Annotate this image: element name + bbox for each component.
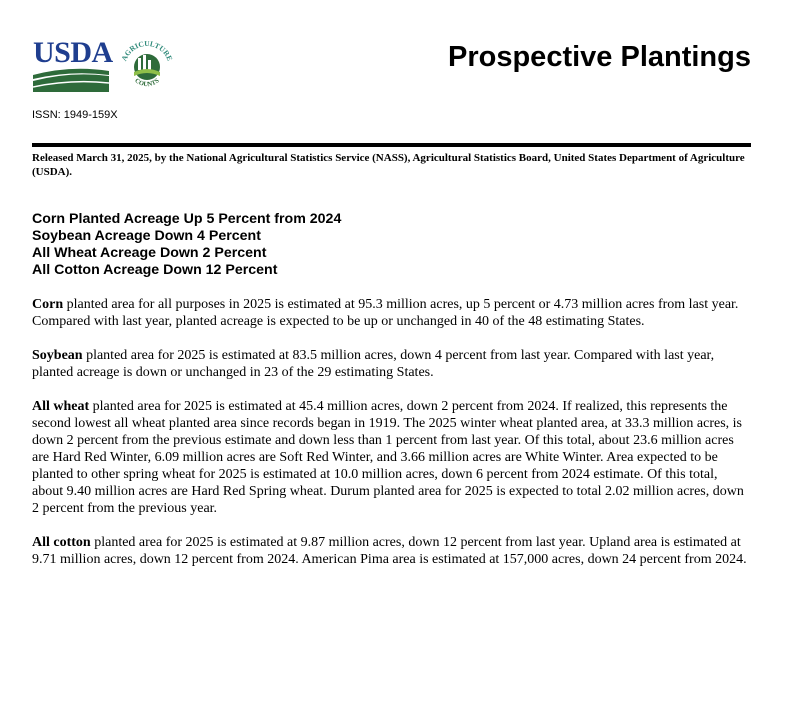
- paragraph-cotton: [32, 534, 751, 568]
- agriculture-counts-seal: [118, 38, 176, 94]
- headline-cotton: All Cotton Acreage Down 12 Percent: [32, 262, 278, 278]
- paragraph-wheat: [32, 398, 751, 517]
- usda-logo-text: USDA: [33, 36, 113, 69]
- issn: ISSN: 1949-159X: [32, 109, 118, 121]
- page-title: Prospective Plantings: [448, 41, 751, 73]
- lead-cotton: All cotton: [32, 535, 91, 550]
- headlines: [32, 211, 341, 279]
- text-corn: planted area for all purposes in 2025 is estimated at 95.3 million acres, up 5 percent or 4.73 million acres from last year. Compared with last year, planted acreage is expected to be up or unchanged in 40 of the 48 estimating States.: [32, 297, 739, 329]
- agriculture-counts-seal-icon: [118, 38, 176, 94]
- release-statement: Released March 31, 2025, by the National Agricultural Statistics Service (NASS), Agricultural Statistics Board, United States Department of Agriculture (USDA).: [32, 152, 745, 178]
- paragraph-soybean: [32, 347, 751, 381]
- lead-wheat: All wheat: [32, 399, 90, 414]
- header-divider: [32, 143, 751, 147]
- headline-wheat: All Wheat Acreage Down 2 Percent: [32, 245, 267, 261]
- usda-field-icon: [33, 67, 109, 93]
- headline-soybean: Soybean Acreage Down 4 Percent: [32, 228, 261, 244]
- lead-corn: Corn: [32, 297, 64, 312]
- report-body: [32, 296, 751, 585]
- paragraph-corn: [32, 296, 751, 330]
- text-wheat: planted area for 2025 is estimated at 45.4 million acres, down 2 percent from 2024. If realized, this represents the second lowest all wheat planted area since records began in 1919. The 2025 winter wheat planted area, at 33.3 million acres, is down 2 percent from the previous estimate and down less than 1 percent from last year. Of this total, about 23.6 million acres are Hard Red Winter, 6.09 million acres are Soft Red Winter, and 3.66 million acres are White Winter. Area expected to be planted to other spring wheat for 2025 is estimated at 10.0 million acres, down 6 percent from 2024 estimate. Of this total, about 9.40 million acres are Hard Red Spring wheat. Durum planted area for 2025 is expected to total 2.02 million acres, down 2 percent from the previous year.: [32, 399, 744, 516]
- text-soybean: planted area for 2025 is estimated at 83.5 million acres, down 4 percent from last year. Compared with last year, planted acreage is down or unchanged in 23 of the 29 estimating States.: [32, 348, 715, 380]
- svg-text:COUNTS: COUNTS: [133, 77, 161, 89]
- usda-logo[interactable]: [33, 36, 113, 94]
- svg-text:AGRICULTURE: AGRICULTURE: [119, 38, 175, 63]
- lead-soybean: Soybean: [32, 348, 83, 363]
- headline-corn: Corn Planted Acreage Up 5 Percent from 2024: [32, 211, 342, 227]
- text-cotton: planted area for 2025 is estimated at 9.87 million acres, down 12 percent from last year. Upland area is estimated at 9.71 million acres, down 12 percent from 2024. American Pima area is estimated at 157,000 acres, down 24 percent from 2024.: [32, 535, 747, 567]
